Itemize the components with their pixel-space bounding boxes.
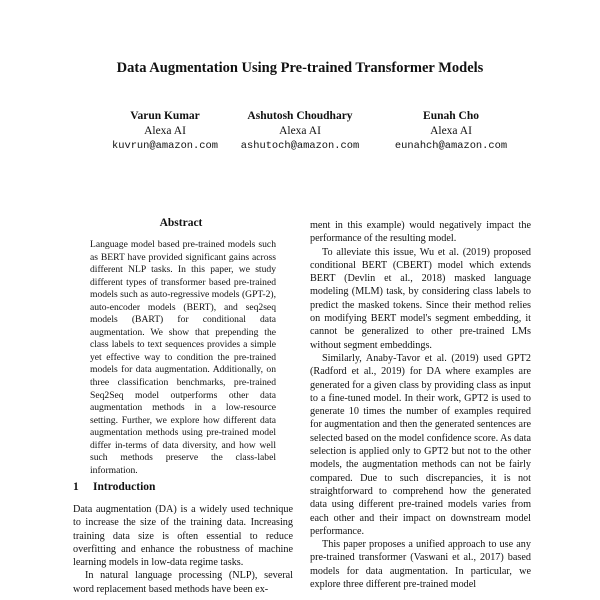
author-name: Ashutosh Choudhary: [247, 110, 353, 122]
author-affiliation: Alexa AI: [144, 125, 186, 137]
author-2: [215, 109, 385, 154]
author-affiliation: Alexa AI: [430, 125, 472, 137]
abstract-text: Language model based pre-trained models such as BERT have provided significant gains across different NLP tasks. In this paper, we study different types of transformer based pre-trained models such as auto-regressive models (GPT-2), auto-encoder models (BERT), and seq2seq models (BART) for conditional data augmentation. We show that prepending the class labels to text sequences provides a simple yet effective way to condition the pre-trained models for data augmentation. Additionally, on three classification benchmarks, pre-trained Seq2Seq model outperforms other data augmentation methods in a low-resource setting. Further, we explore how different data augmentation methods using pre-trained model differ in-terms of data diversity, and how well such methods preserve the class-label information.: [90, 239, 276, 476]
author-name: Eunah Cho: [423, 110, 479, 122]
author-email: eunahch@amazon.com: [394, 140, 508, 152]
paragraph: To alleviate this issue, Wu et al. (2019) proposed conditional BERT (CBERT) model which extends BERT (Devlin et al., 2018) masked language modeling (MLM) task, by considering class labels to predict the masked tokens. Since their method relies on modifying BERT model's segment embedding, it cannot be generalized to other pre-trained LMs without segment embeddings.: [310, 246, 531, 351]
section-number: 1: [73, 481, 79, 493]
paragraph: Data augmentation (DA) is a widely used technique to increase the size of the training data. Increasing training data size is often essential to reduce overfitting and enhance the robustness of machine learning models in low-data regime tasks.: [73, 504, 293, 569]
author-affiliation: Alexa AI: [279, 125, 321, 137]
author-name: Varun Kumar: [130, 110, 200, 122]
paper-title: Data Augmentation Using Pre-trained Transformer Models: [116, 60, 484, 76]
abstract-body: [90, 239, 276, 477]
abstract-heading: Abstract: [159, 217, 203, 229]
section-title: Introduction: [93, 481, 156, 493]
author-3: [366, 109, 536, 154]
paragraph: This paper proposes a unified approach to use any pre-trained transformer (Vaswani et al., 2017) based models for data augmentation. In particular, we explore three different pre-trained model: [310, 539, 531, 591]
section-heading-introduction: [73, 481, 293, 493]
paragraph: In natural language processing (NLP), several word replacement based methods have been ex-: [73, 570, 293, 595]
author-email: ashutoch@amazon.com: [240, 140, 360, 152]
right-column-body: [310, 219, 531, 591]
paragraph: ment in this example) would negatively impact the performance of the resulting model.: [310, 220, 531, 245]
author-email: kuvrun@amazon.com: [111, 140, 218, 152]
introduction-body: [73, 503, 293, 596]
paragraph: Similarly, Anaby-Tavor et al. (2019) used GPT2 (Radford et al., 2019) for DA where examples are generated for a given class by providing class as input to a fine-tuned model. In their work, GPT2 is used to generate 10 times the number of examples required for augmentation and then the generated sentences are selected based on the model confidence score. As data selection is applied only to GPT2 but not to the other models, the augmentation methods can not be fairly compared. Due to such discrepancies, it is not straightforward to comprehend how the generated data using different pre-trained models varies from each other and their impact on downstream model performance.: [310, 352, 531, 537]
